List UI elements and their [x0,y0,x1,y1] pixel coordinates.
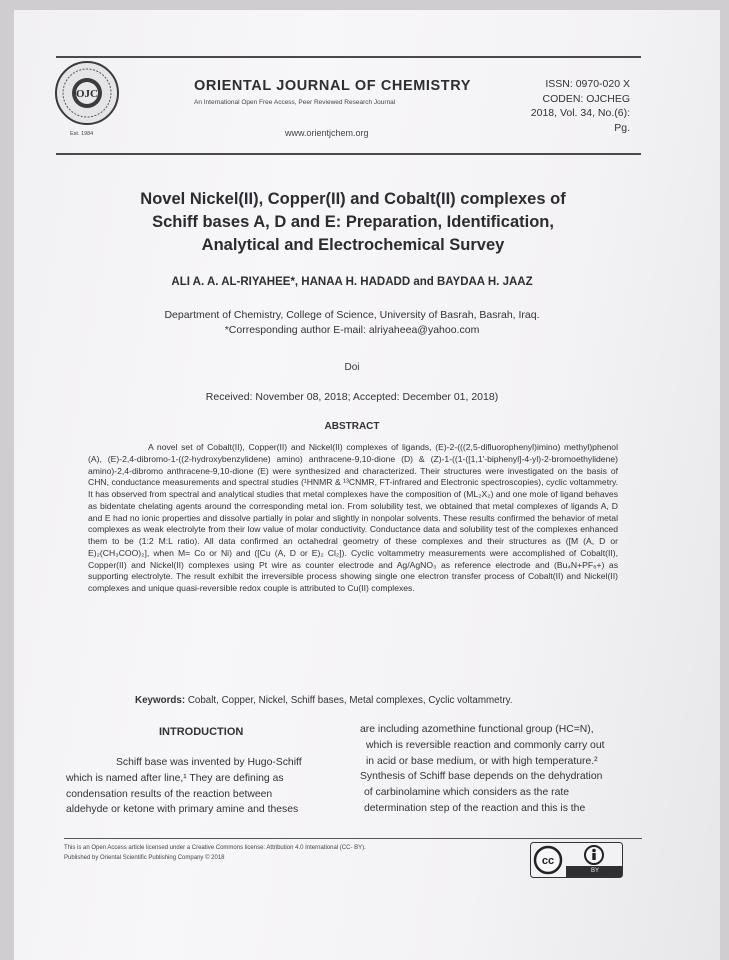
text-line: Synthesis of Schiff base depends on the dehydration [360,771,603,783]
journal-subtitle: An International Open Free Access, Peer Reviewed Research Journal [194,99,396,106]
person-icon [592,849,596,853]
introduction-right-column [360,722,642,817]
abstract-text: A novel set of Cobalt(II), Copper(II) and Nickel(II) complexes of ligands, (E)-2-(((2,5-difluorophenyl)imino) methyl)phenol (A), (E)-2,4-dibromo-1-((2-hydroxybenzylidene) amino) anthracene-9,10-dione (D) & (Z)-1-((1-([1,1'-biphenyl]-4-yl)-2-bromoethylidene) amino)-2,4-dibromo anthracene-9,10-dione (E) were synthesized and characterized. Their structures were investigated on the basis of CHN, conductance measurements and spectral studies (¹HNMR & ¹³CNMR, FT-infrared and Electronic spectroscopies), cyclic voltammetry. It has observed from spectral and analytical studies that metal complexes have the composition of (ML₂X₂) and one mole of ligand behaves as bidentate chelating agents around the corresponding metal ion. From solubility test, we obtained that metal complexes of ligands A, D and E had no ionic properties and dissolve partially in polar and slightly in nonpolar solvents. These results confirmed the behavior of metal complexes as weak electrolyte from their low value of molar conductivity. Conductance data and solubility test of the complexes enhanced them to be (1:2 M:L ratio). All data confirmed an octahedral geometry of these complexes and their structures as ([M (A, D or E)₂(CH₃COO)₂], when M= Co or Ni) and ([Cu (A, D or E)₂ Cl₂]). Cyclic voltammetry measurements were accomplished of Cobalt(II), Copper(II) and Nickel(II) complexes using Pt wire as counter electrode and Ag/AgNO₃ as reference electrode and (Bu₄N+PF₆+) as supporting electrolyte. The result exhibit the irreversible process showing single one electron transfer process of Cobalt(II) and Nickel(II) complexes and unique quasi-reversible redox couple is attributed to Cu(II) complexes. [88,442,618,593]
doi-label: Doi [344,362,360,373]
article-title [60,188,646,257]
introduction-heading: INTRODUCTION [159,726,244,738]
title-line: Schiff bases A, D and E: Preparation, Identification, [152,213,554,231]
coden: CODEN: OJCHEG [542,92,630,105]
received-dates: Received: November 08, 2018; Accepted: December 01, 2018) [205,391,499,403]
journal-seal-logo [54,60,120,126]
pages-info: Pg. [614,121,630,134]
header-bottom-rule [56,153,641,155]
affiliation: Department of Chemistry, College of Science, University of Basrah, Basrah, Iraq. [164,309,540,321]
text-line: which is reversible reaction and commonly carry out [366,739,605,751]
footer [64,843,524,863]
corresponding-author: *Corresponding author E-mail: alriyaheea@yahoo.com [224,324,480,336]
svg-text:OJC: OJC [76,88,98,100]
footer-rule [64,838,642,839]
text-line: in acid or base medium, or with high temperature.² [366,755,598,767]
introduction-left-column [66,755,342,818]
journal-identifiers [500,77,630,135]
keywords-line [135,695,513,706]
author-list: ALI A. A. AL-RIYAHEE*, HANAA H. HADADD and BAYDAA H. JAAZ [171,276,533,288]
text-line: Schiff base was invented by Hugo-Schiff [116,757,302,768]
license-text: This is an Open Access article licensed under a Creative Commons license: Attribution 4.0 International (CC- BY). [64,845,366,851]
text-line: are including azomethine functional group (HC=N), [360,724,594,735]
keywords-label: Keywords: [135,695,186,706]
text-line: of carbinolamine which considers as the rate [364,787,570,799]
cc-icon: cc [541,855,555,867]
creative-commons-badge[interactable] [530,842,623,878]
publisher-text: Published by Oriental Scientific Publishing Company © 2018 [64,855,225,861]
established-year: Est. 1984 [70,131,94,137]
affiliation-block [60,308,644,338]
title-line: Analytical and Electrochemical Survey [201,236,505,254]
text-line: condensation results of the reaction between [66,788,273,800]
text-line: aldehyde or ketone with primary amine and theses [66,804,299,816]
keywords-text: Cobalt, Copper, Nickel, Schiff bases, Metal complexes, Cyclic voltammetry. [185,695,513,706]
volume-info: 2018, Vol. 34, No.(6): [530,107,630,119]
journal-website[interactable]: www.orientjchem.org [285,128,369,138]
text-line: which is named after line,¹ They are defining as [66,772,284,784]
title-line: Novel Nickel(II), Copper(II) and Cobalt(II) complexes of [140,190,566,208]
abstract-body [88,442,618,595]
journal-name: ORIENTAL JOURNAL OF CHEMISTRY [194,78,472,94]
text-line: determination step of the reaction and this is the [364,802,586,814]
issn: ISSN: 0970-020 X [545,78,630,90]
abstract-heading: ABSTRACT [324,421,380,432]
cc-by-label: BY [591,868,600,874]
header-top-rule [56,56,641,58]
